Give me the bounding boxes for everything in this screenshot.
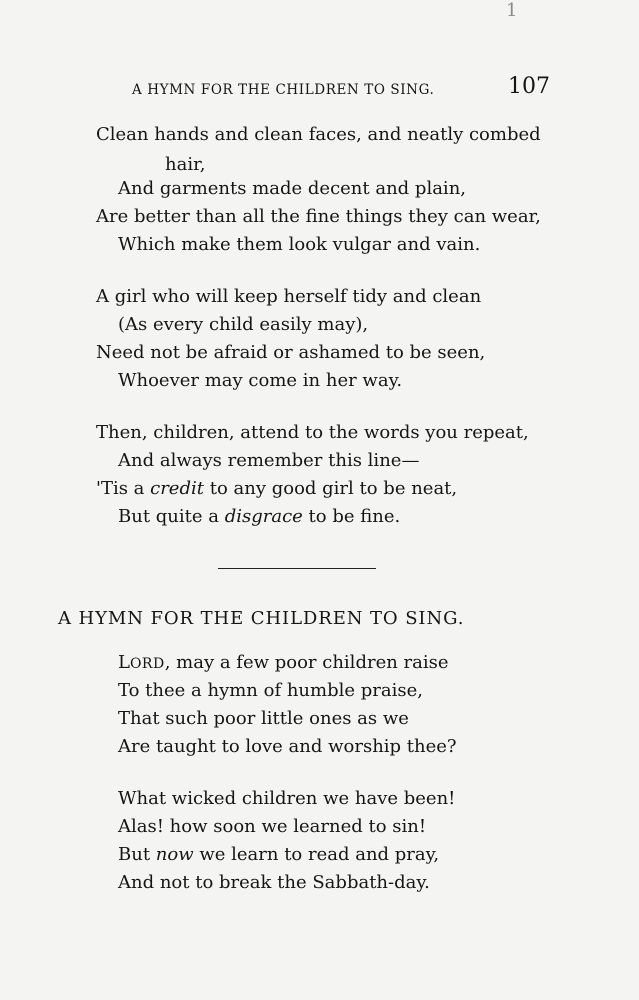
poem-line <box>118 846 439 864</box>
line-text: But quite a <box>118 506 225 527</box>
first-word <box>118 652 165 673</box>
running-head: A HYMN FOR THE CHILDREN TO SING. <box>132 82 435 98</box>
poem-line: And not to break the Sabbath-day. <box>118 872 430 893</box>
first-word-initial: L <box>118 652 130 673</box>
corner-mark: 1 <box>506 0 518 21</box>
poem-line: hair, <box>165 154 206 175</box>
poem-line: A girl who will keep herself tidy and clean <box>96 286 482 307</box>
line-text: 'Tis a <box>96 478 151 499</box>
poem-line: Which make them look vulgar and vain. <box>118 234 481 255</box>
italic-word: credit <box>150 478 204 499</box>
line-text: to any good girl to be neat, <box>203 478 458 499</box>
line-text: we learn to read and pray, <box>193 844 440 865</box>
poem-line <box>96 480 457 498</box>
hymn-title: A HYMN FOR THE CHILDREN TO SING. <box>58 608 465 629</box>
poem-line: Need not be afraid or ashamed to be seen, <box>96 342 486 363</box>
poem-line: Alas! how soon we learned to sin! <box>118 816 427 837</box>
line-text: , may a few poor children raise <box>164 652 449 673</box>
line-text: to be fine. <box>302 506 401 527</box>
poem-line: Whoever may come in her way. <box>118 370 403 391</box>
poem-line <box>118 654 449 672</box>
first-word-smallcaps: ORD <box>129 656 165 672</box>
poem-line: (As every child easily may), <box>118 314 369 335</box>
poem-line: And garments made decent and plain, <box>118 178 467 199</box>
poem-line: And always remember this line— <box>118 450 420 471</box>
poem-line: Clean hands and clean faces, and neatly combed <box>96 124 541 145</box>
poem-line: What wicked children we have been! <box>118 788 456 809</box>
section-divider <box>218 568 376 569</box>
poem-line: Are better than all the fine things they can wear, <box>96 206 541 227</box>
poem-line: To thee a hymn of humble praise, <box>118 680 423 701</box>
poem-line: Then, children, attend to the words you repeat, <box>96 422 529 443</box>
poem-line <box>118 508 400 526</box>
poem-line: That such poor little ones as we <box>118 708 409 729</box>
page-number: 107 <box>508 74 550 99</box>
italic-word: now <box>155 844 194 865</box>
line-text: But <box>118 844 156 865</box>
italic-word: disgrace <box>224 506 303 527</box>
poem-line: Are taught to love and worship thee? <box>118 736 457 757</box>
